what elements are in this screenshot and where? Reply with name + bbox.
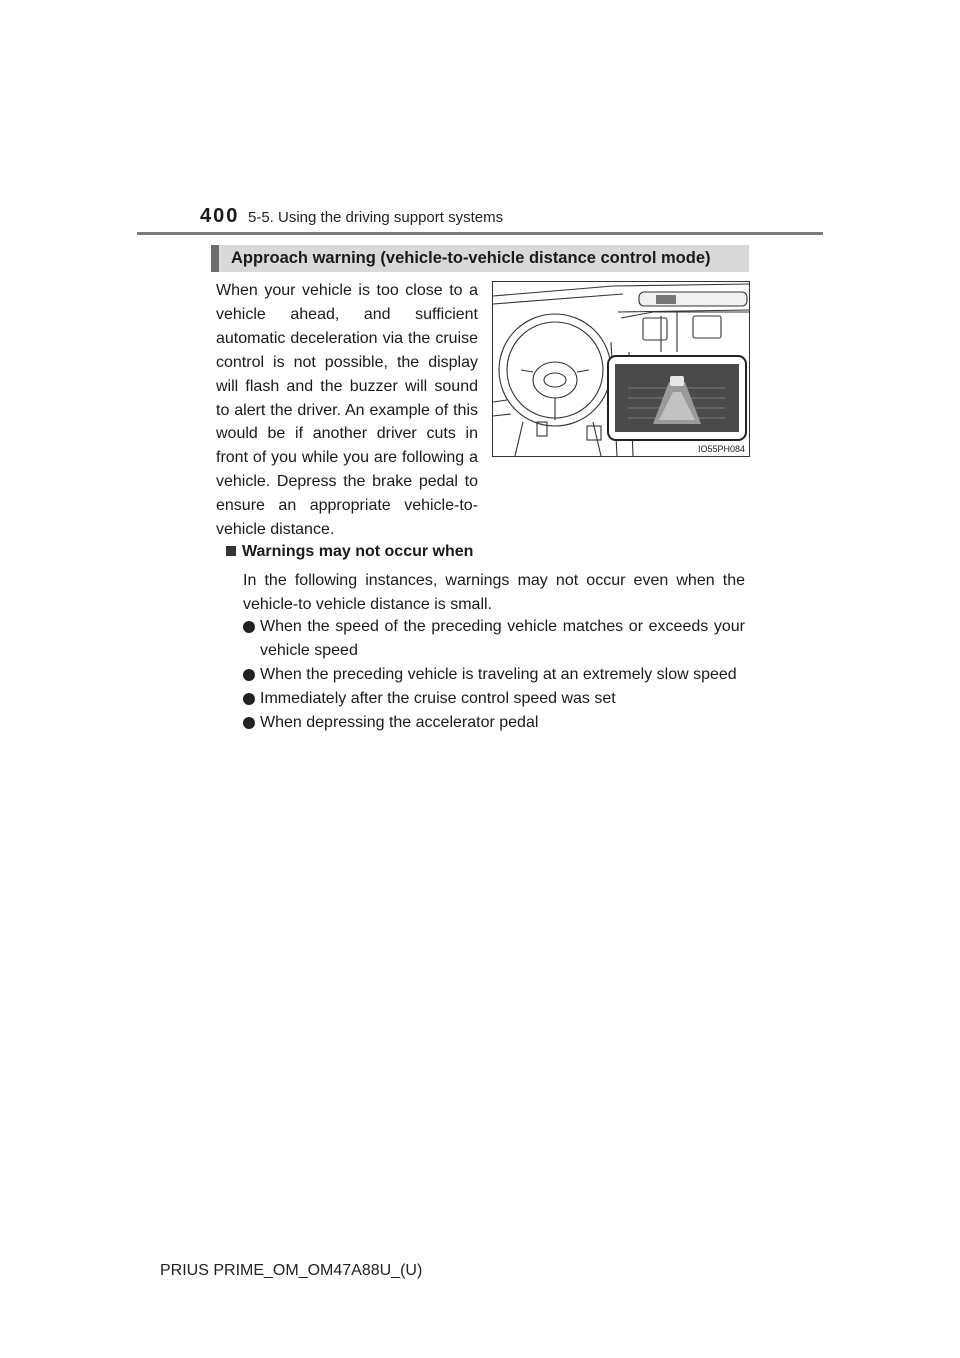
- heading-bar: [211, 245, 749, 272]
- list-item: [243, 711, 745, 735]
- footer-doc-code: PRIUS PRIME_OM_OM47A88U_(U): [160, 1262, 423, 1279]
- bullet-text: When the preceding vehicle is traveling at an extremely slow speed: [260, 665, 737, 683]
- header-rule: [137, 232, 823, 235]
- heading-text: Approach warning (vehicle-to-vehicle distance control mode): [231, 249, 711, 267]
- dashboard-illustration: [492, 281, 750, 457]
- bullet-text: When depressing the accelerator pedal: [260, 713, 539, 731]
- square-bullet-icon: [226, 546, 236, 556]
- list-item: [243, 615, 745, 663]
- bullet-text: When the speed of the preceding vehicle matches or exceeds your vehicle speed: [260, 618, 745, 659]
- subhead: [226, 543, 473, 561]
- bullet-dot-icon: [243, 717, 255, 729]
- intro-paragraph: In the following instances, warnings may not occur even when the vehicle-to vehicle distance is small.: [243, 572, 745, 613]
- list-item: [243, 687, 745, 711]
- list-item: [243, 663, 745, 687]
- bullet-list: [243, 615, 745, 735]
- bullet-dot-icon: [243, 693, 255, 705]
- subhead-text: Warnings may not occur when: [242, 543, 474, 560]
- bullet-text: Immediately after the cruise control speed was set: [260, 689, 616, 707]
- figure-code: IO55PH084: [697, 444, 745, 454]
- bullet-dot-icon: [243, 621, 255, 633]
- section-title: 5-5. Using the driving support systems: [248, 209, 504, 226]
- body-paragraph: When your vehicle is too close to a vehicle ahead, and sufficient automatic deceleration via the cruise control is not possible, the display will flash and the buzzer will sound to alert the driver. An example of this would be if another driver cuts in front of you while you are following a vehicle. Depress the brake pedal to ensure an appropriate vehicle-to-vehicle distance.: [216, 282, 478, 539]
- dashboard-drawing: [493, 282, 749, 456]
- page-number: 400: [200, 205, 240, 227]
- bullet-dot-icon: [243, 669, 255, 681]
